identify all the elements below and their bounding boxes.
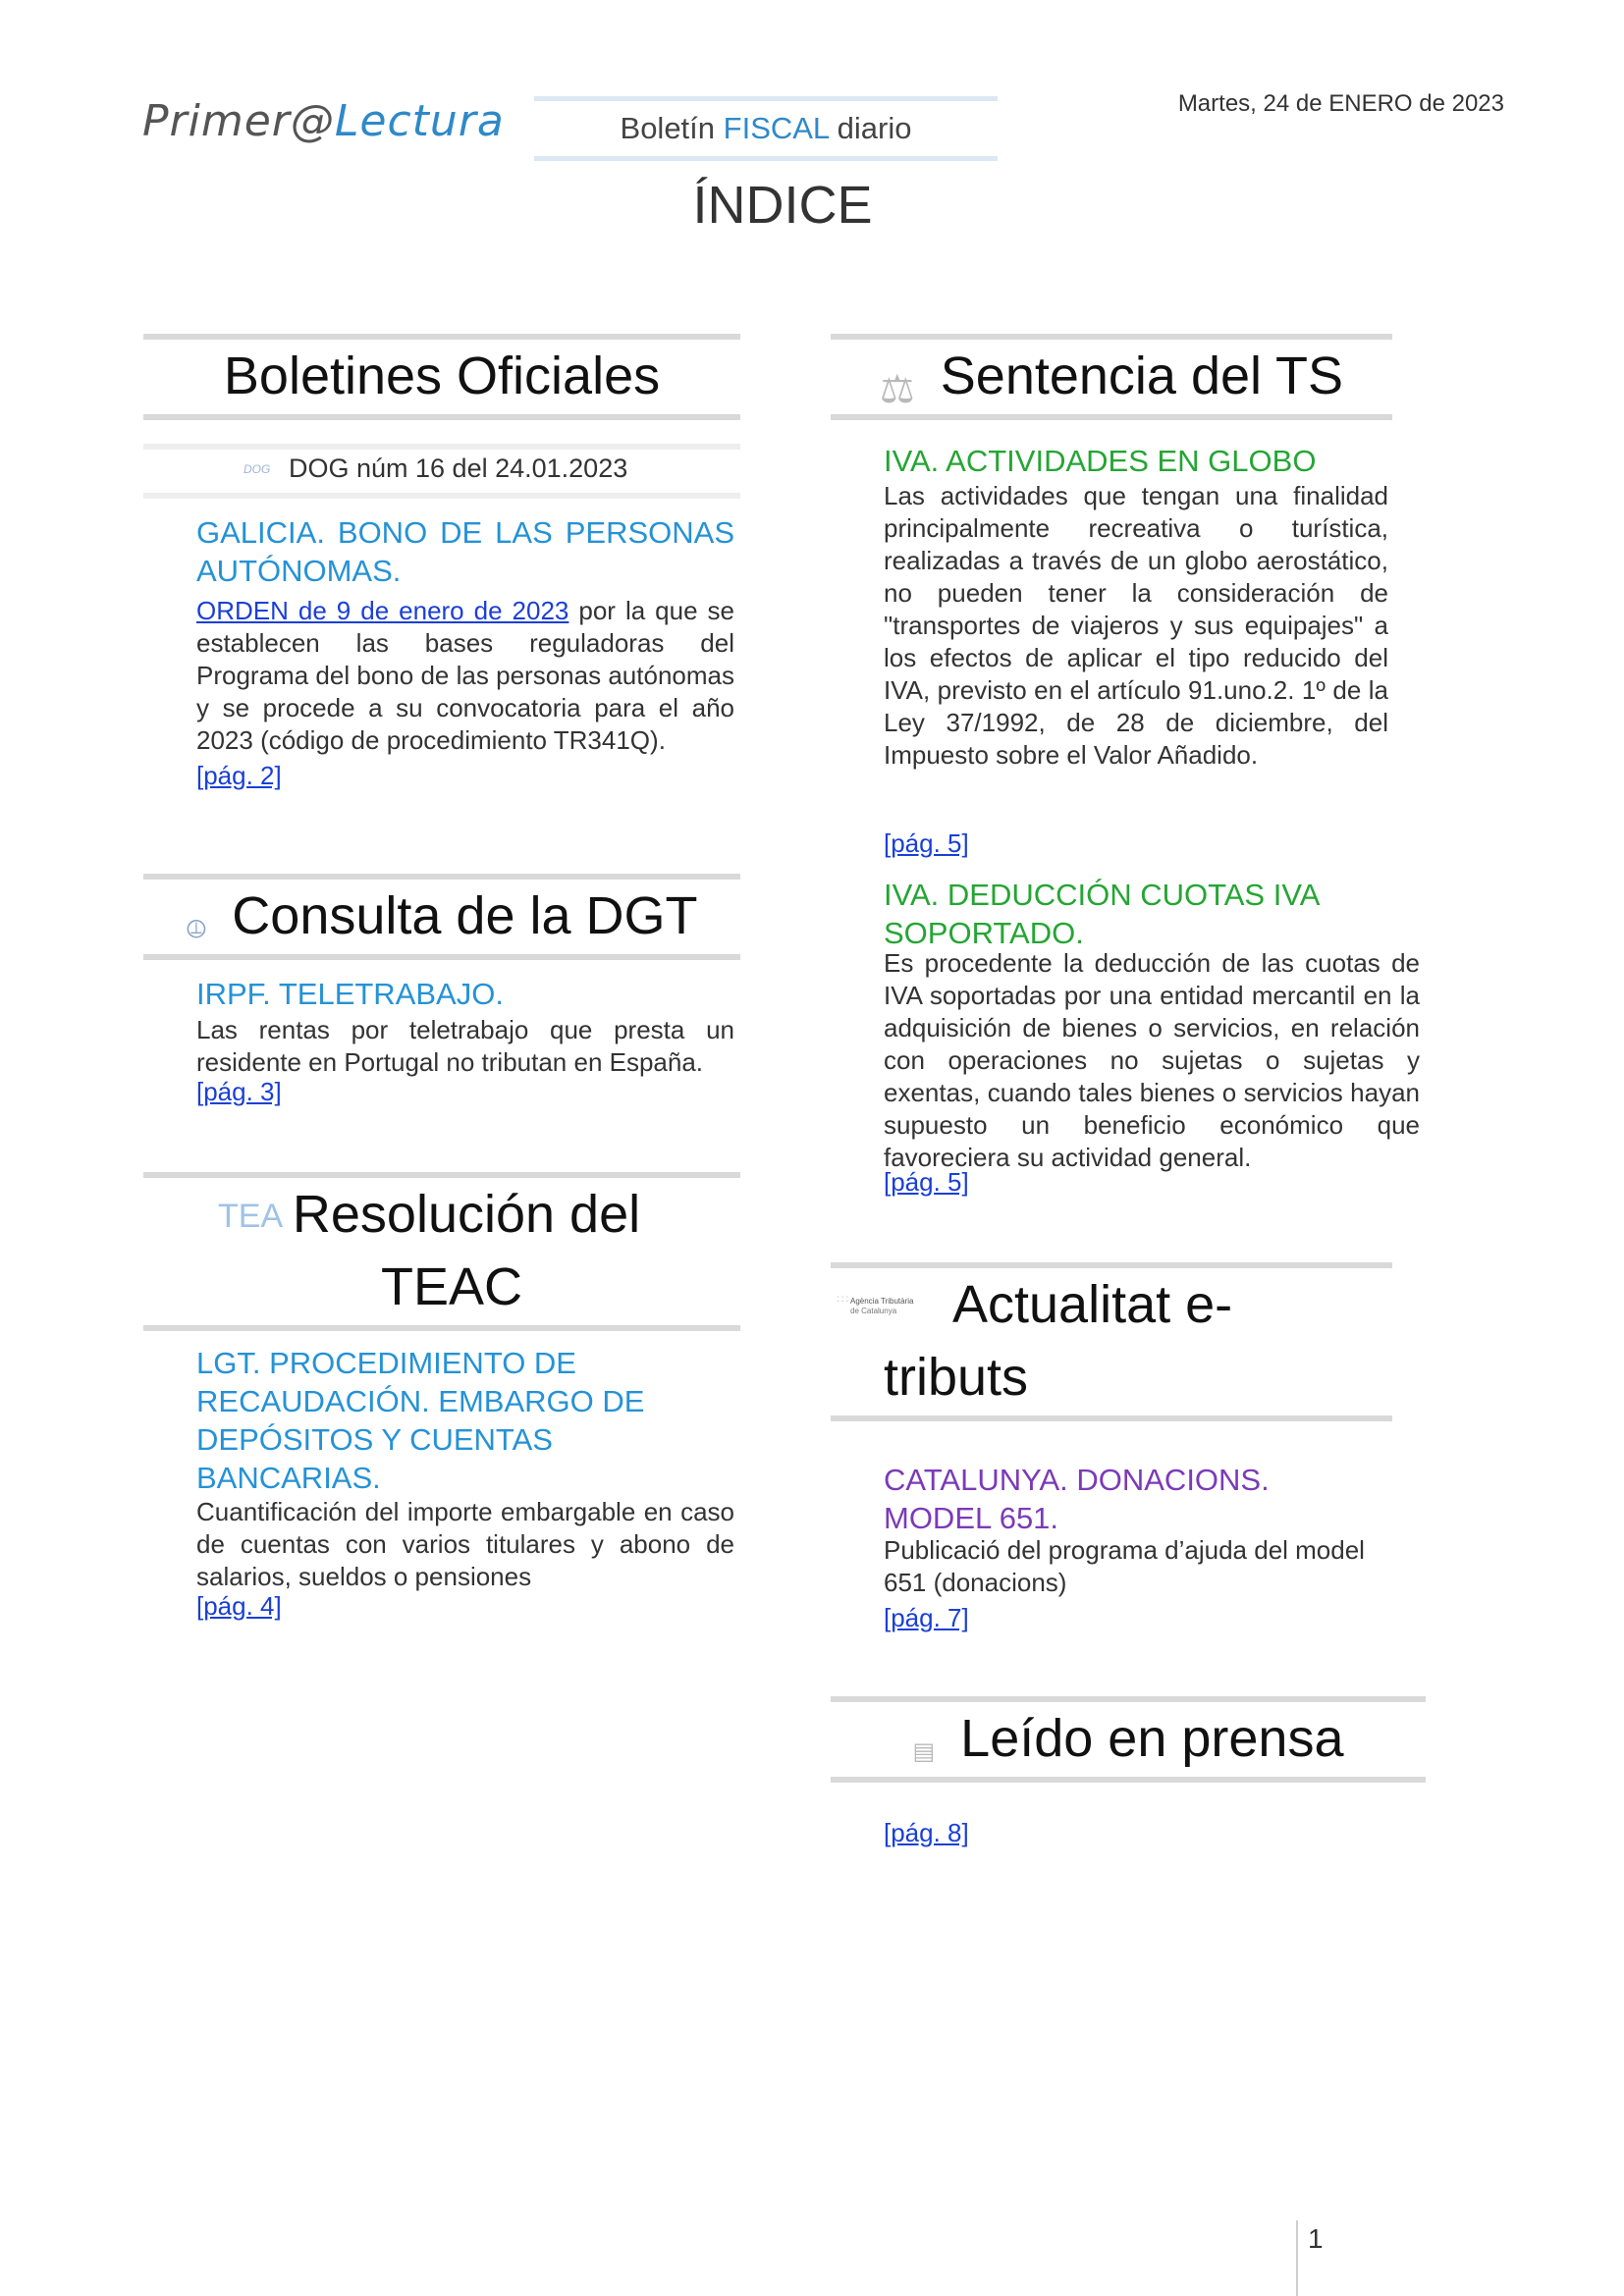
page-link-5b[interactable]: [pág. 5]	[884, 1167, 969, 1197]
body-irpf: Las rentas por teletrabajo que presta un residente en Portugal no tributan en España.	[196, 1015, 734, 1077]
agencia-tributaria-catalunya-icon: ::: Agència Tributària de Catalunya	[837, 1294, 923, 1316]
dog-logo-icon: DOG	[244, 462, 271, 476]
section-title-teac-2: TEAC	[380, 1257, 523, 1316]
section-title-teac-1: Resolución del	[292, 1185, 641, 1244]
footer-rule	[1296, 2220, 1298, 2296]
body-globo: Las actividades que tengan una finalidad principalmente recreativa o turística, realizadas a través de un globo aerostático, no pueden tener la consideración de "transportes de viajeros y sus equipajes" a los efectos de aplicar el tipo reducido del IVA, previsto en el artículo 91.uno.2. 1º de la Ley 37/1992, de 28 de diciembre, del Impuesto sobre el Valor Añadido.	[884, 481, 1388, 770]
section-title-etributs-2: tributs	[884, 1348, 1029, 1407]
agencia-tributaria-icon: ⦹	[186, 913, 207, 943]
topic-irpf: IRPF. TELETRABAJO.	[196, 977, 504, 1011]
topic-deduccion: IVA. DEDUCCIÓN CUOTAS IVA SOPORTADO.	[884, 878, 1319, 950]
topic-lgt: LGT. PROCEDIMIENTO DE RECAUDACIÓN. EMBARGO DE DEPÓSITOS Y CUENTAS BANCARIAS.	[196, 1346, 645, 1495]
section-title-boletines: Boletines Oficiales	[223, 347, 661, 405]
page-link-5a[interactable]: [pág. 5]	[884, 828, 969, 858]
body-catalunya: Publicació del programa d’ajuda del model 651 (donacions)	[884, 1535, 1365, 1597]
issue-date: Martes, 24 de ENERO de 2023	[1177, 90, 1504, 117]
section-title-etributs-1: Actualitat e-	[952, 1275, 1233, 1334]
section-title-prensa: Leído en prensa	[960, 1709, 1344, 1768]
index-title: ÍNDICE	[692, 176, 873, 235]
etributs-icon-label-2: de Catalunya	[850, 1307, 897, 1315]
body-lgt: Cuantificación del importe embargable en caso de cuentas con varios titulares y abono de salarios, sueldos o pensiones	[196, 1497, 734, 1591]
page-link-2[interactable]: [pág. 2]	[196, 761, 282, 790]
page-link-7[interactable]: [pág. 7]	[884, 1603, 969, 1632]
etributs-icon-label-1: Agència Tributària	[850, 1297, 914, 1306]
topic-galicia: GALICIA. BONO DE LAS PERSONAS AUTÓNOMAS.	[196, 515, 734, 588]
section-dgt	[143, 874, 740, 960]
topic-catalunya: CATALUNYA. DONACIONS. MODEL 651.	[884, 1463, 1270, 1535]
teac-logo-icon: TEA	[218, 1198, 284, 1235]
body-galicia	[196, 595, 734, 757]
topic-globo: IVA. ACTIVIDADES EN GLOBO	[884, 444, 1317, 478]
bulletin-prefix: Boletín	[620, 111, 724, 145]
page-link-4[interactable]: [pág. 4]	[196, 1591, 282, 1621]
section-title-ts: Sentencia del TS	[940, 347, 1344, 405]
newspaper-icon: ▤	[912, 1738, 936, 1766]
logo-part2: Lectura	[334, 96, 505, 146]
bulletin-suffix: diario	[829, 111, 912, 145]
section-prensa	[831, 1696, 1426, 1783]
logo	[142, 96, 505, 146]
orden-link[interactable]: ORDEN de 9 de enero de 2023	[196, 596, 569, 625]
section-title-dgt: Consulta de la DGT	[232, 886, 698, 945]
scales-icon: ⚖	[879, 367, 915, 411]
bulletin-title	[534, 96, 998, 161]
page-link-8[interactable]: [pág. 8]	[884, 1818, 969, 1847]
page-number: 1	[1308, 2223, 1324, 2254]
section-boletines	[143, 334, 740, 420]
section-ts	[831, 334, 1392, 420]
logo-part1: Primer@	[142, 96, 335, 146]
body-galicia-text: por la que se establecen las bases reguladoras del Programa del bono de las personas autónomas y se procede a su convocatoria para el año 2023 (código de procedimiento TR341Q).	[196, 596, 734, 755]
section-teac	[143, 1172, 740, 1331]
dog-line: DOG núm 16 del 24.01.2023	[289, 454, 628, 483]
bulletin-fiscal: FISCAL	[723, 111, 830, 145]
page-link-3[interactable]: [pág. 3]	[196, 1077, 282, 1106]
dog-bar	[143, 444, 740, 499]
body-deduccion: Es procedente la deducción de las cuotas de IVA soportadas por una entidad mercantil en la adquisición de bienes o servicios, en relación con operaciones no sujetas o sujetas y exentas, cuando tales bienes o servicios hayan supuesto un beneficio económico que favoreciera su actividad general.	[884, 948, 1420, 1172]
section-etributs	[831, 1262, 1392, 1421]
